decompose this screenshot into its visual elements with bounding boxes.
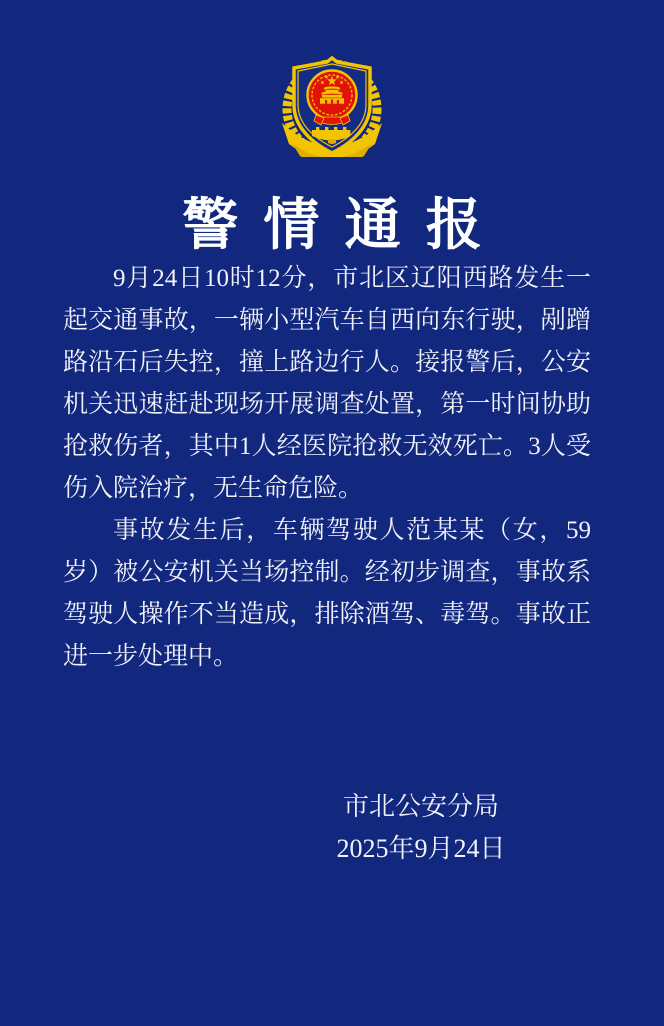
body-paragraph-1: 9月24日10时12分，市北区辽阳西路发生一起交通事故，一辆小型汽车自西向东行驶，剐蹭路沿石后失控，撞上路边行人。接报警后，公安机关迅速赶赴现场开展调查处置，第一时间协助抢救伤者，其中1人经医院抢救无效死亡。3人受伤入院治疗，无生命危险。 [63, 265, 591, 502]
notice-title: 警情通报 [182, 195, 507, 257]
notice-body [63, 258, 591, 678]
signature-block [336, 786, 505, 870]
signature-date: 2025年9月24日 [336, 834, 506, 863]
signature-agency: 市北公安分局 [342, 792, 500, 821]
body-paragraph-2: 事故发生后，车辆驾驶人范某某（女，59岁）被公安机关当场控制。经初步调查，事故系驾驶人操作不当造成，排除酒驾、毒驾。事故正进一步处理中。 [63, 517, 591, 670]
police-badge-icon [280, 53, 384, 157]
